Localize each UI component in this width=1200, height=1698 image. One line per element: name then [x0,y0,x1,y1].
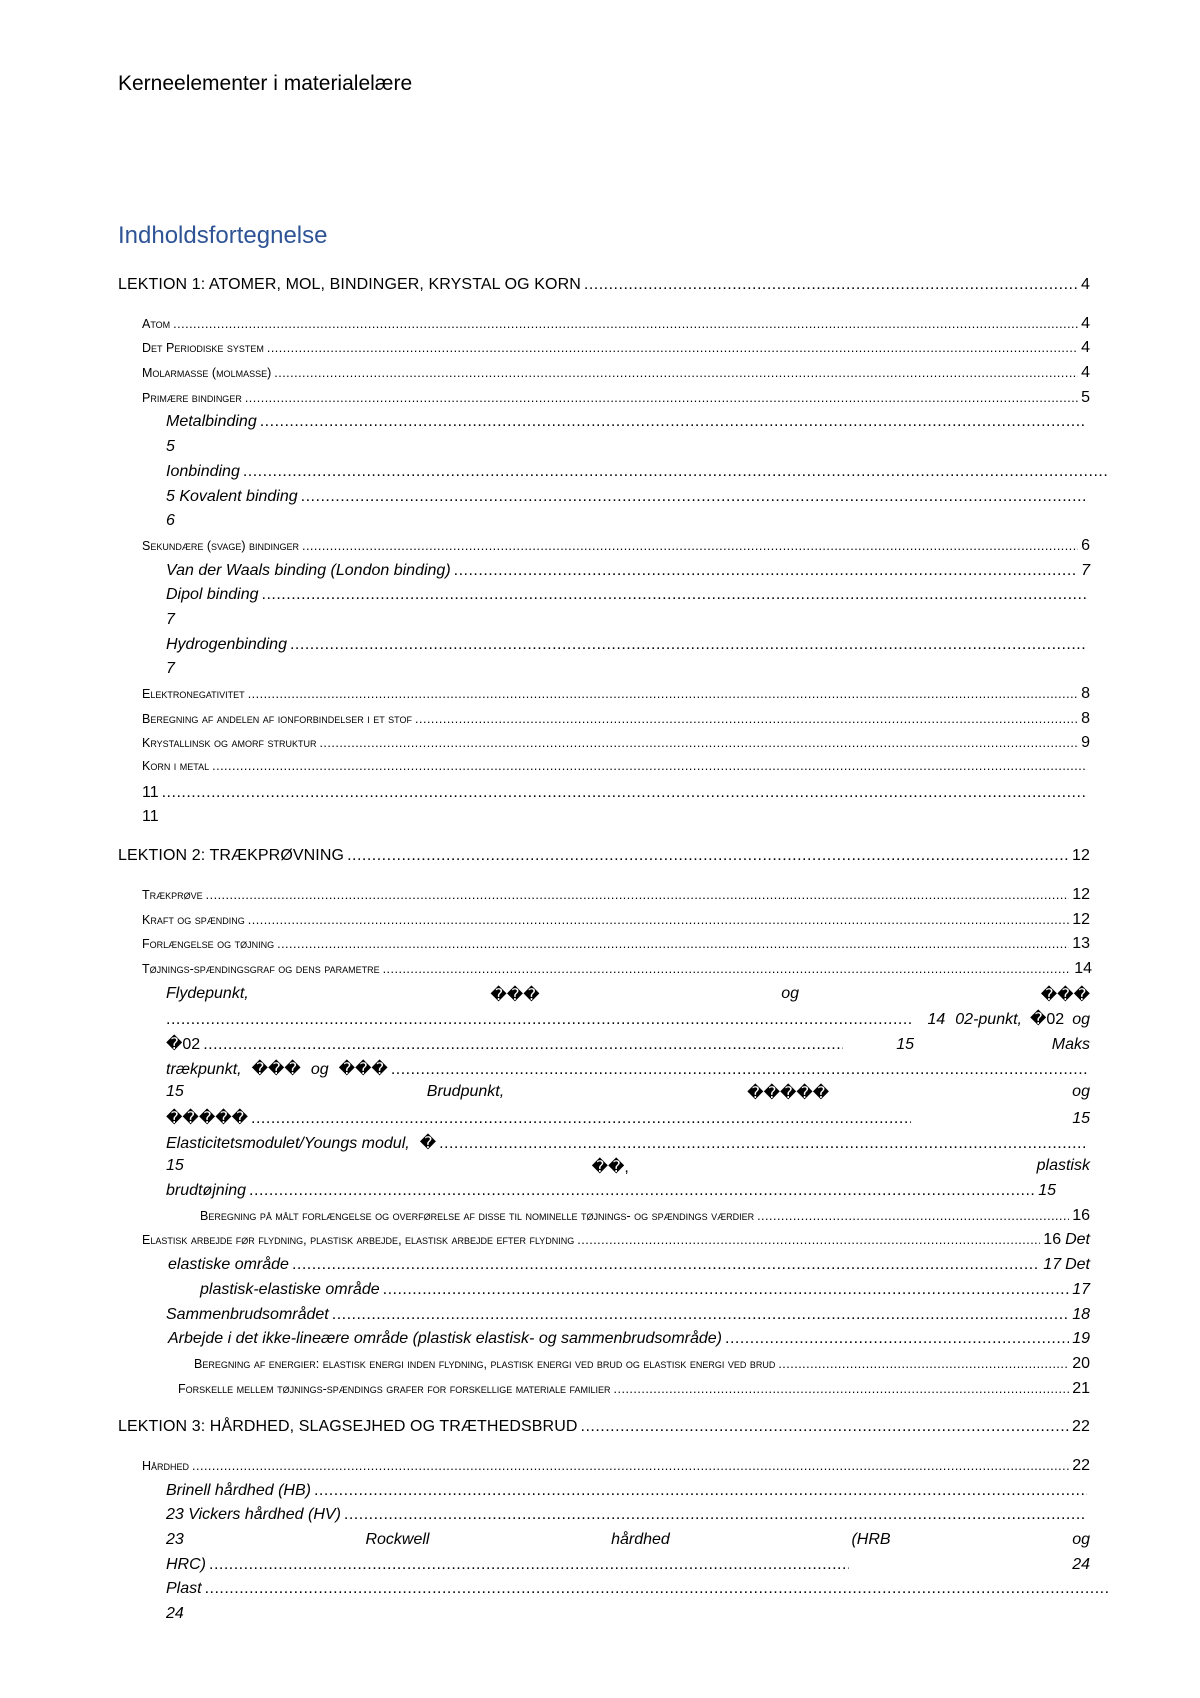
toc-entry-haardhed[interactable]: Hårdhed ..... 22 [118,1457,1090,1482]
toc-wrap-hydrogen-page: 7 [166,660,175,678]
toc-entry-metalbinding[interactable]: Metalbinding ..... [118,413,1090,438]
toc-entry-vanderwaals[interactable]: Van der Waals binding (London binding) ..... 7 [118,562,1090,587]
toc-entry-vickers[interactable]: 23 Vickers hårdhed (HV) ..... [118,1506,1090,1531]
toc-wrap-rockwell-2[interactable]: HRC) ..... 24 [118,1556,1090,1581]
toc-entry-sekundaere[interactable]: Sekundære (svage) bindinger ..... 6 [118,537,1090,562]
toc-wrap-flyde-5[interactable]: 15 Brudpunkt, ����� og [166,1083,1090,1103]
toc-entry-molarmasse[interactable]: Molarmasse (molmasse) ..... 4 [118,364,1090,389]
toc-wrap-flyde-1[interactable]: Flydepunkt, ��� og ��� [166,984,1090,1004]
toc-entry-atom[interactable]: Atom ..... 4 [118,315,1090,340]
toc-entry-beregning-maalt[interactable]: Beregning på målt forlængelse og overførelse af disse til nominelle tøjnings- og spændings værdier ..... 16 [118,1207,1090,1232]
toc-entry-kovalent[interactable]: 5 Kovalent binding ..... [118,488,1090,513]
toc-entry-dipol[interactable]: Dipol binding ..... [118,586,1090,611]
toc-entry-hydrogen[interactable]: Hydrogenbinding ..... [118,636,1090,661]
toc-wrap-flyde-6[interactable]: ����� ..... 15 [118,1108,1090,1133]
toc-entry-traekproeve[interactable]: Trækprøve ..... 12 [118,886,1090,911]
toc-entry-toejnings-graf[interactable]: Tøjnings-spændingsgraf og dens parametre ..... 14 [118,960,1092,985]
toc-entry-krystallinsk[interactable]: Krystallinsk og amorf struktur ..... 9 [118,734,1090,759]
toc-wrap-flyde-7[interactable]: Elasticitetsmodulet/Youngs modul, � ..... [118,1133,1090,1158]
toc-entry-primaere[interactable]: Primære bindinger ..... 5 [118,389,1090,414]
toc-wrap-dipol-page: 7 [166,610,175,628]
toc-wrap-rockwell[interactable]: 23 Rockwell hårdhed (HRB og [166,1531,1090,1548]
toc-entry-lektion-2[interactable]: LEKTION 2: TRÆKPRØVNING ..... 12 [118,847,1090,872]
toc-wrap-6a: 6 [166,512,175,530]
toc-wrap-5a: 5 [166,438,175,456]
toc-entry-plast[interactable]: Plast ..... [118,1580,1111,1605]
toc-entry-forlaengelse[interactable]: Forlængelse og tøjning ..... 13 [118,935,1090,960]
toc-entry-beregning-ion[interactable]: Beregning af andelen af ionforbindelser i et stof ..... 8 [118,710,1090,735]
toc-wrap-plast-page: 24 [166,1605,184,1623]
toc-wrap-korn-11a: 11 ..... [118,784,1090,809]
table-of-contents [118,276,1090,1630]
toc-entry-elastiske-omraade[interactable]: elastiske område ..... 17 Det [118,1256,1090,1281]
toc-entry-brinell[interactable]: Brinell hårdhed (HB) ..... [118,1482,1090,1507]
toc-entry-plastisk-elastiske[interactable]: plastisk-elastiske område ..... 17 [118,1281,1090,1306]
toc-entry-elastisk-arbejde[interactable]: Elastisk arbejde før flydning, plastisk arbejde, elastisk arbejde efter flydning ..... 16 Det [118,1231,1090,1256]
toc-wrap-flyde-9[interactable]: brudtøjning ..... 15 [118,1182,1056,1207]
toc-wrap-flyde-8[interactable]: 15 ��, plastisk [166,1157,1090,1177]
toc-entry-periodiske[interactable]: Det Periodiske system ..... 4 [118,339,1090,364]
toc-entry-sammenbrud[interactable]: Sammenbrudsområdet ..... 18 [118,1306,1090,1331]
toc-entry-beregning-energi[interactable]: Beregning af energier: elastisk energi inden flydning, plastisk energi ved brud og elastisk energi ved brud ..... 20 [118,1355,1090,1380]
toc-wrap-flyde-3[interactable]: �02 ..... 15 Maks [118,1034,1090,1059]
toc-wrap-korn-11b: 11 [142,808,159,826]
toc-entry-korn[interactable]: Korn i metal ..... [118,759,1090,784]
toc-entry-elektronegativitet[interactable]: Elektronegativitet ..... 8 [118,685,1090,710]
toc-entry-ionbinding[interactable]: Ionbinding ..... [118,463,1111,488]
document-header: Kerneelementer i materialelære [118,72,413,95]
toc-entry-lektion-3[interactable]: LEKTION 3: HÅRDHED, SLAGSEJHED OG TRÆTHEDSBRUD ..... 22 [118,1418,1090,1443]
toc-entry-kraft[interactable]: Kraft og spænding ..... 12 [118,911,1090,936]
toc-wrap-flyde-2[interactable]: ..... 14 02-punkt, �02 og [118,1009,1090,1034]
toc-wrap-flyde-4[interactable]: trækpunkt, ��� og ��� ..... [118,1059,1090,1084]
toc-entry-lektion-1[interactable]: LEKTION 1: ATOMER, MOL, BINDINGER, KRYSTAL OG KORN ..... 4 [118,276,1090,301]
toc-entry-forskelle[interactable]: Forskelle mellem tøjnings-spændings grafer for forskellige materiale familier ..... 21 [118,1380,1090,1405]
toc-entry-arbejde[interactable]: Arbejde i det ikke-lineære område (plastisk elastisk- og sammenbrudsområde) ..... 19 [118,1330,1090,1355]
toc-title: Indholdsfortegnelse [118,222,328,249]
